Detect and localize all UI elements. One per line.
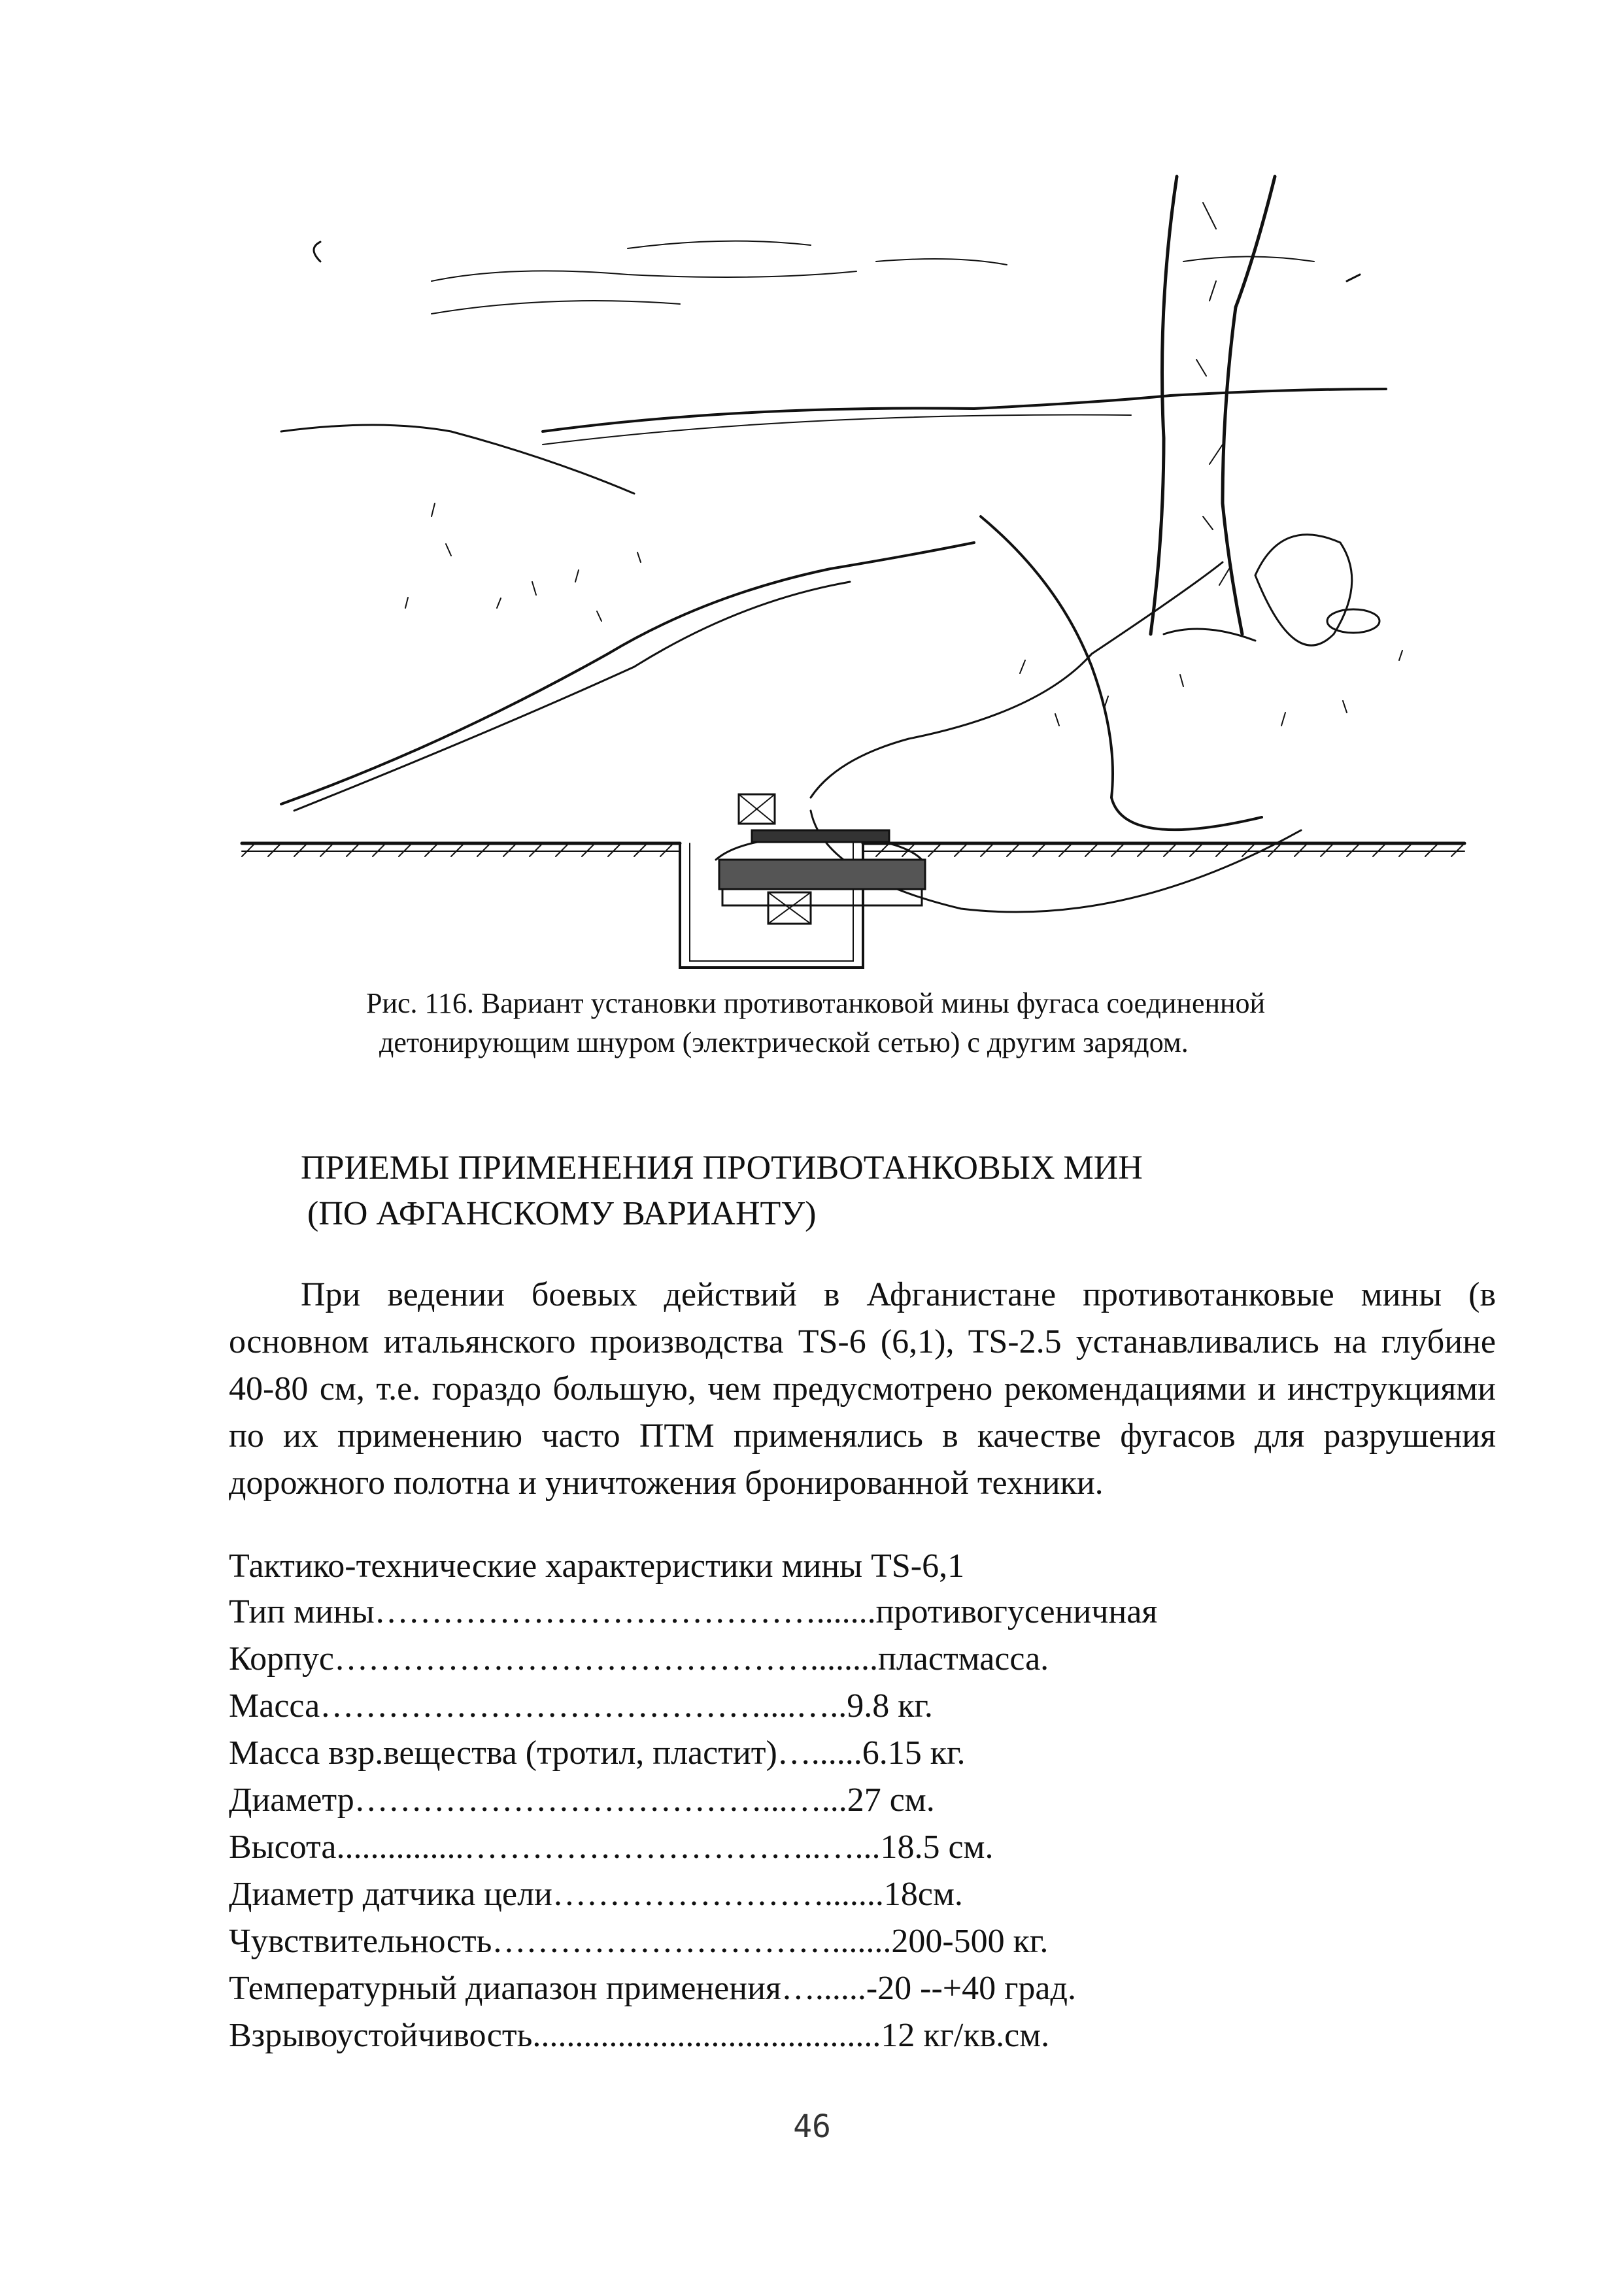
section-heading <box>301 1145 1478 1237</box>
spec-line: Масса взр.вещества (тротил, пластит)…......6.15 кг. <box>229 1734 966 1772</box>
spec-line: Температурный диапазон применения…......-20 --+40 град. <box>229 1970 1076 2007</box>
body-paragraph <box>229 1272 1496 1507</box>
spec-line: Тип мины………………………………….......противогусеничная <box>229 1593 1158 1630</box>
spec-line: Корпус……………………………………........пластмасса. <box>229 1640 1049 1678</box>
paragraph-text: При ведении боевых действий в Афганистане противотанковые мины (в основном итальянского производства TS-6 (6,1), TS-2.5 устанавливались на глубине 40-80 см, т.е. гораздо большую, чем предусмотрено рекомендациями и инструкциями по их применению часто ПТМ применялись в качестве фугасов для разрушения дорожного полотна и уничтожения бронированной техники. <box>229 1276 1496 1502</box>
caption-line-2: детонирующим шнуром (электрической сетью) с другим зарядом. <box>379 1026 1189 1058</box>
spec-line: Диаметр………………………………...…...27 см. <box>229 1781 935 1819</box>
spec-line: Масса…………………………………....…..9.8 кг. <box>229 1687 933 1725</box>
heading-line-1: ПРИЕМЫ ПРИМЕНЕНИЯ ПРОТИВОТАНКОВЫХ МИН <box>301 1149 1143 1187</box>
page-number: 46 <box>793 2108 831 2145</box>
specs-title: Тактико-технические характеристики мины TS-6,1 <box>229 1547 965 1585</box>
spec-line: Чувствительность………………………….......200-500 кг. <box>229 1923 1049 1960</box>
spec-line: Взрывоустойчивость.........................................12 кг/кв.см. <box>229 2017 1050 2054</box>
spec-line: Высота...............…………………………..…...18.5 см. <box>229 1829 994 1866</box>
spec-line: Диаметр датчика цели…………………….......18см. <box>229 1876 963 1913</box>
specs-list <box>229 1589 1157 2059</box>
figure-caption <box>366 984 1478 1062</box>
mine-installation-illustration <box>235 150 1478 1000</box>
heading-line-2: (ПО АФГАНСКОМУ ВАРИАНТУ) <box>307 1195 817 1232</box>
caption-line-1: Рис. 116. Вариант установки противотанковой мины фугаса соединенной <box>366 987 1266 1019</box>
